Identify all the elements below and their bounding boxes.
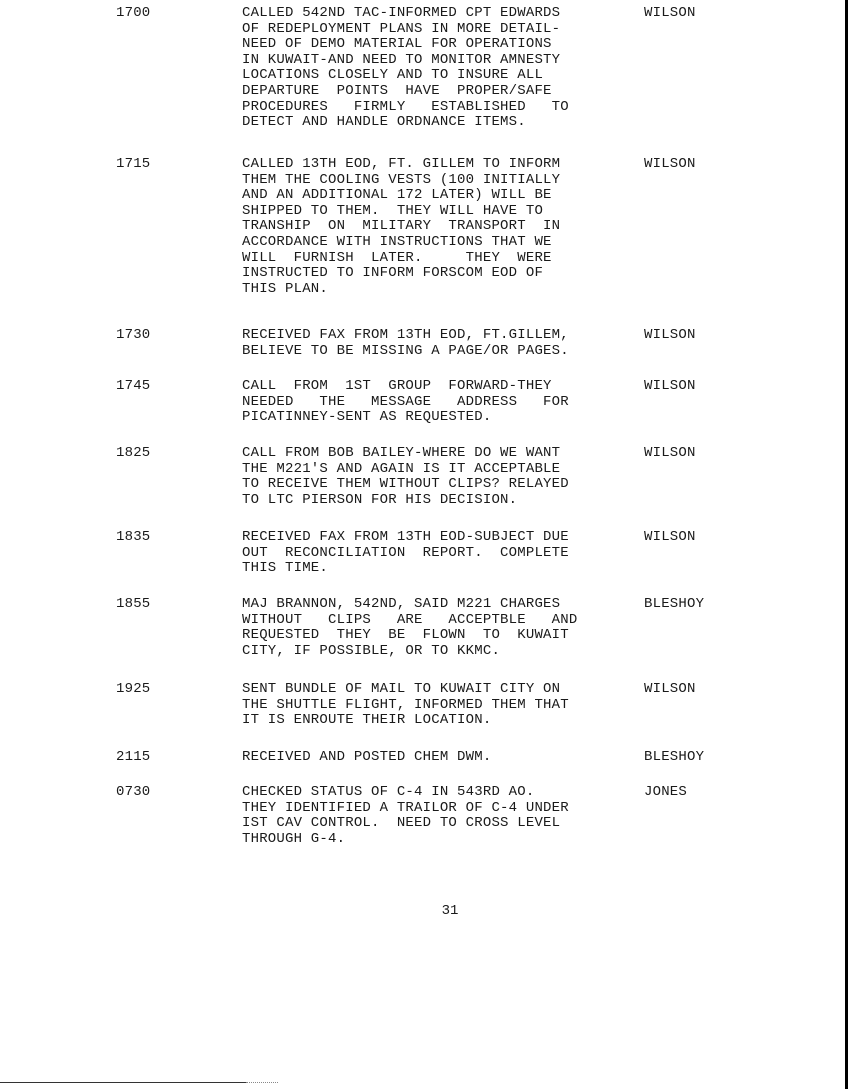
entry-description xyxy=(242,530,620,577)
description-line: LOCATIONS CLOSELY AND TO INSURE ALL xyxy=(242,67,544,84)
entry-officer: BLESHOY xyxy=(644,596,705,612)
description-line: CALLED 13TH EOD, FT. GILLEM TO INFORM xyxy=(242,156,561,172)
footer-rule xyxy=(0,1082,246,1083)
entry-time: 1825 xyxy=(116,445,151,461)
description-line: DETECT AND HANDLE ORDNANCE ITEMS. xyxy=(242,114,526,131)
entry-officer: WILSON xyxy=(644,5,696,21)
description-line: ACCORDANCE WITH INSTRUCTIONS THAT WE xyxy=(242,233,552,250)
description-line: CALL FROM BOB BAILEY-WHERE DO WE WANT xyxy=(242,445,561,461)
description-line: THEM THE COOLING VESTS (100 INITIALLY xyxy=(242,171,561,188)
description-line: THEY IDENTIFIED A TRAILOR OF C-4 UNDER xyxy=(242,799,569,816)
entry-officer: WILSON xyxy=(644,378,696,394)
description-line: REQUESTED THEY BE FLOWN TO KUWAIT xyxy=(242,627,569,644)
description-line: CHECKED STATUS OF C-4 IN 543RD AO. xyxy=(242,784,535,800)
entry-time: 1925 xyxy=(116,681,151,697)
entry-description xyxy=(242,328,620,359)
description-line: OF REDEPLOYMENT PLANS IN MORE DETAIL- xyxy=(242,20,561,37)
entry-description xyxy=(242,157,620,297)
description-line: CALLED 542ND TAC-INFORMED CPT EDWARDS xyxy=(242,5,561,21)
description-line: IN KUWAIT-AND NEED TO MONITOR AMNESTY xyxy=(242,51,561,68)
description-line: WITHOUT CLIPS ARE ACCEPTBLE AND xyxy=(242,611,578,628)
description-line: SHIPPED TO THEM. THEY WILL HAVE TO xyxy=(242,202,544,219)
page-number: 31 xyxy=(441,903,459,919)
description-line: IST CAV CONTROL. NEED TO CROSS LEVEL xyxy=(242,815,561,832)
description-line: AND AN ADDITIONAL 172 LATER) WILL BE xyxy=(242,187,552,204)
scan-edge-border xyxy=(845,0,848,1089)
entry-time: 1745 xyxy=(116,378,151,394)
description-line: THE SHUTTLE FLIGHT, INFORMED THEM THAT xyxy=(242,696,569,713)
description-line: CALL FROM 1ST GROUP FORWARD-THEY xyxy=(242,378,552,394)
entry-officer: WILSON xyxy=(644,681,696,697)
entry-time: 1835 xyxy=(116,529,151,545)
description-line: RECEIVED FAX FROM 13TH EOD-SUBJECT DUE xyxy=(242,529,569,545)
entry-time: 0730 xyxy=(116,784,151,800)
entry-officer: WILSON xyxy=(644,529,696,545)
entry-description xyxy=(242,6,620,131)
description-line: DEPARTURE POINTS HAVE PROPER/SAFE xyxy=(242,82,552,99)
description-line: NEED OF DEMO MATERIAL FOR OPERATIONS xyxy=(242,36,552,53)
description-line: TO RECEIVE THEM WITHOUT CLIPS? RELAYED xyxy=(242,476,569,493)
entry-description xyxy=(242,446,620,508)
description-line: THIS PLAN. xyxy=(242,280,329,297)
entry-description xyxy=(242,682,620,729)
entry-description xyxy=(242,597,620,659)
entry-time: 1715 xyxy=(116,156,151,172)
entry-officer: WILSON xyxy=(644,156,696,172)
description-line: NEEDED THE MESSAGE ADDRESS FOR xyxy=(242,393,569,410)
entry-description xyxy=(242,379,620,426)
description-line: SENT BUNDLE OF MAIL TO KUWAIT CITY ON xyxy=(242,681,561,697)
entry-time: 1700 xyxy=(116,5,151,21)
description-line: THROUGH G-4. xyxy=(242,830,346,847)
description-line: BELIEVE TO BE MISSING A PAGE/OR PAGES. xyxy=(242,342,569,359)
description-line: PROCEDURES FIRMLY ESTABLISHED TO xyxy=(242,98,569,115)
description-line: INSTRUCTED TO INFORM FORSCOM EOD OF xyxy=(242,265,544,282)
entry-time: 1730 xyxy=(116,327,151,343)
description-line: RECEIVED AND POSTED CHEM DWM. xyxy=(242,749,492,765)
description-line: OUT RECONCILIATION REPORT. COMPLETE xyxy=(242,544,569,561)
entry-time: 1855 xyxy=(116,596,151,612)
entry-officer: JONES xyxy=(644,784,688,800)
description-line: THE M221'S AND AGAIN IS IT ACCEPTABLE xyxy=(242,460,561,477)
description-line: MAJ BRANNON, 542ND, SAID M221 CHARGES xyxy=(242,596,561,612)
entry-time: 2115 xyxy=(116,749,151,765)
description-line: WILL FURNISH LATER. THEY WERE xyxy=(242,249,552,266)
entry-officer: BLESHOY xyxy=(644,749,705,765)
description-line: THIS TIME. xyxy=(242,560,329,577)
entry-description xyxy=(242,750,620,766)
description-line: RECEIVED FAX FROM 13TH EOD, FT.GILLEM, xyxy=(242,327,569,343)
entry-officer: WILSON xyxy=(644,327,696,343)
description-line: IT IS ENROUTE THEIR LOCATION. xyxy=(242,712,492,729)
description-line: CITY, IF POSSIBLE, OR TO KKMC. xyxy=(242,642,501,659)
description-line: PICATINNEY-SENT AS REQUESTED. xyxy=(242,409,492,426)
entry-officer: WILSON xyxy=(644,445,696,461)
footer-rule-faint xyxy=(246,1082,278,1084)
description-line: TRANSHIP ON MILITARY TRANSPORT IN xyxy=(242,218,561,235)
entry-description xyxy=(242,785,620,847)
description-line: TO LTC PIERSON FOR HIS DECISION. xyxy=(242,491,518,508)
